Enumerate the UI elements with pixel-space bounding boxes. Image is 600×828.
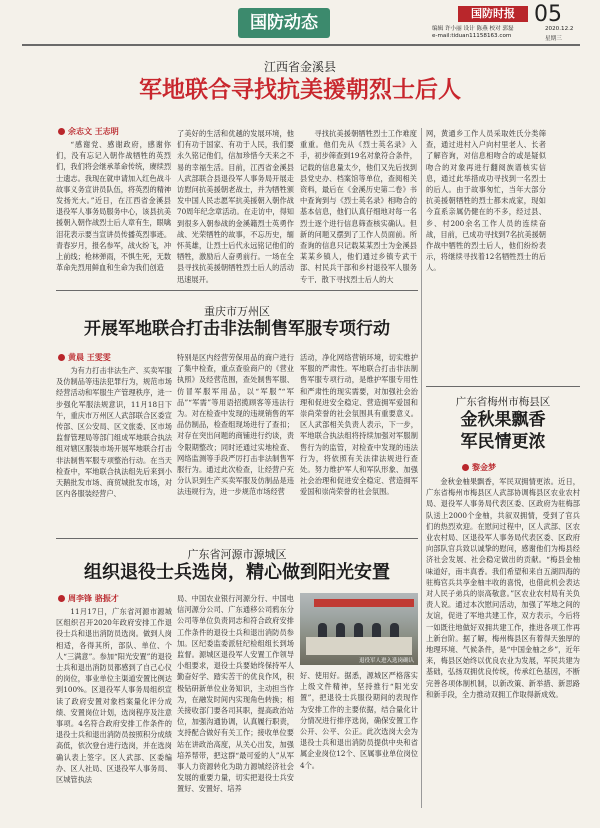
email-line: e-mail:tiduan11158163.com	[432, 33, 512, 39]
article1-col3-text: 寻找抗美援朝牺牲烈士工作难度重重。他们先从《烈士英名录》入手，初步筛查到19名对象符合条件，记载的信息量太少，他们又先后找到县党史办、档案馆等单位，查阅相关资料，最后在《金溪历史第二卷》书中查询到与《烈士英名录》相吻合的基本信息，他们认真仔细地对每一名烈士逐个进行信息筛查核实确认。但新的问题又摆到了工作人员面前。所查询的信息只记载某某烈士为金溪县某某乡镇人，他们通过乡镇专武干部、村民兵干部和乡村退役军人服务专干，散下寻找烈士后人的大	[300, 129, 417, 283]
article3-col3	[300, 670, 418, 812]
page-number: 05	[534, 2, 562, 27]
issue-weekday: 星期三	[545, 36, 562, 42]
article2-byline-text: 黄晨 王雯雯	[68, 353, 111, 362]
article4-byline-text: 黎金梦	[472, 463, 496, 472]
article3-byline	[58, 593, 119, 604]
article4-headline-line1: 金秋果飘香	[460, 410, 546, 430]
article3-col1-text: 11月17日，广东省河源市源城区组织召开2020年政府安排工作退役士兵和退出消防员选岗。做到人岗相适，各得其所，部队、单位、个人“三满意”。参加“阳光安置”的退役士兵和退出消防员都感到了自己心仪的岗位，事业单位主渠道安置比例达到100%。区退役军人事务局组织宣读了政府安置对象档案量化评分成绩、安置岗位计划，选岗程序及注意事项。4名符合政府安排工作条件的退役士兵和退出消防员按照积分成绩高低，依次登台进行选岗，并在选岗确认表上签字。区人武部、区委编办、区人社局、区退役军人事务局、区城管执法	[56, 607, 172, 785]
article1-byline	[58, 126, 119, 137]
byline-marker-icon	[462, 464, 469, 471]
article1-col1-text: “感谢党、感谢政府，感谢你们，没有忘记入朝作战牺牲的英烈们，我们将会继承革命传统，赓续烈士遗志。我现在就申请加入红色战斗故事义务宣讲员队伍，将英烈的精神发扬光大。”近日，在江西省金溪县退役军人事务局服务中心，该县抗美援朝入朝作战烈士后人章有生，眼噙泪花表示要当宣讲员传播英烈事迹。青春岁月，报名参军，战火纷飞，冲上前线；枪林弹雨，不惧生死，无数革命先烈用鲜血和生命为我们创造	[56, 140, 171, 273]
section-title: 国防动态	[250, 13, 318, 33]
article2-kicker: 重庆市万州区	[204, 305, 270, 318]
rule-a2-bottom	[56, 538, 418, 539]
byline-marker-icon	[58, 128, 65, 135]
article3-col2	[177, 593, 294, 812]
article1-headline: 军地联合寻找抗美援朝烈士后人	[139, 77, 461, 103]
article3-col3-text: 好、使用好。据悉，源城区严格落实上级文件精神，坚持推行“阳光安置”，把退役士兵服役期间的表现作为安排工作的主要依据，结合量化计分情况进行排序选岗，确保安置工作公开、公平、公正。此次选岗大会为退役士兵和退出消防员提供中央和省属企业岗位12个、区属事业单位岗位4个。	[300, 671, 418, 770]
article2-col3-text: 活动，净化网络营销环境，切实维护军服的严肃性。军地联合打击非法制售军服专项行动，是维护军服专用性和严肃性的现实需要，对加强社会治理和促进安全稳定、营造拥军爱国和崇尚荣誉的社会氛围具有重要意义。区人武部相关负责人表示，下一步，军地联合执法组将持续加强对军服制售行为的监管，对检查中发现的违法行为，将依照有关法律法规进行查处。努力维护军人和军队形象、加强社会治理和促进安全稳定、营造拥军爱国和崇尚荣誉的社会氛围。	[300, 353, 418, 497]
article4-body	[426, 476, 580, 810]
article1-col4-text: 网，黄通乡工作人员采取姓氏分类筛查，通过进村入户向村里老人、长者了解咨询，对信息相吻合的或是疑似吻合的对象再进行翻阅族谱核实信息，通过此举措成功寻找到一名烈士的后人。由于故事匆忙，当年大部分抗美援朝牺牲的烈士都未成家，现如今直系亲属仍健在的不多，经过县、乡、村200余名工作人员的连续奋战，目前，已成功寻找到7名抗美援朝作战中牺牲的烈士后人，他们纷纷表示，将继续寻找着12名牺牲烈士的后人。	[426, 129, 546, 273]
article2-headline: 开展军地联合打击非法制售军服专项行动	[84, 319, 390, 339]
article3-photo	[300, 593, 418, 665]
article1-col1	[56, 139, 171, 283]
article4-body-text: 金秋金柚果飘香，军民双拥情更浓。近日，广东省梅州市梅县区人武部协调梅县区农业农村局、退役军人事务局代表区委、区政府为驻梅部队送上2000个金柚，共叙双拥情，受到了官兵们的热烈欢迎。在慰问过程中，区人武部、区农业农村局、区退役军人事务局代表区委、区政府向部队官兵致以诚挚的慰问，感谢他们为梅县经济社会发展、社会稳定做出的贡献。“梅县金柚味道好，南丰真香。我们希望和来自五湖四海的驻梅官兵共享金柚丰收的喜悦，也借此机会表达对人民子弟兵的崇高敬意。”区农业农村局有关负责人说。通过本次慰问活动，加强了军地之间的友谊，促进了军地共建工作，双方表示，今后将一如既往地做好双拥共建工作，推进各项工作再上新台阶。据了解，梅州梅县区有着得天独厚的地理环境、气候条件，是“中国金柚之乡”，近年来，梅县区始终以优良农业为发展，军民共建为基础，弘扬双拥优良传统，传承红色基因，不断完善各项体制机制，以新改策、新举措、新思路和新手段，全力推动双拥工作取得新成效。	[426, 477, 580, 699]
article4-kicker: 广东省梅州市梅县区	[455, 396, 551, 408]
rule-a1-bottom	[56, 290, 418, 291]
photo-caption: 退役军人进入选岗确认	[358, 658, 414, 664]
article3-col2-text: 局、中国农业银行河源分行、中国电信河源分公司、广东通移公司鸦东分公司等单位负责同志和符合政府安排工作条件的退役士兵和退出消防员参加。区纪委监委派驻纪检组组长到场监督。源城区退役军人安置工作领导小组要求，退役士兵要始终保持军人勤奋好学、踏实苦干的优良作风，积极钻研新单位业务知识，主动担当作为，在融发时间内实现角色转换；相关接收部门要各司其职，提高政治站位，加强沟通协调，认真履行职责，支持配合做好有关工作；接收单位要站在讲政治高度，从关心出发，加强培养帮带，把这群“最可爱的人”从军事人力资源转化为助力源城经济社会发展的重要力量，切实把退役士兵安置好、安置好、培养	[177, 594, 294, 794]
article4-byline	[462, 462, 496, 473]
rule-a4-top	[426, 386, 580, 387]
article3-byline-text: 周李锋 骆振才	[68, 594, 119, 603]
article1-kicker: 江西省金溪县	[263, 60, 336, 74]
article4-headline-line2: 军民情更浓	[460, 432, 546, 452]
article1-col2-text: 了美好的生活和优越的发展环境，他们有功于国家、有功于人民，我们要永久铭记他们，信加珍惜今天来之不易的幸福生活。目前，江西省金溪县人武部联合县退役军人事务局开展走访慰问抗美援朝老战士，并为牺牲颁发中国人民志愿军抗美援朝入朝作战70周年纪念章活动。在走访中，得知到很多入朝参战的金溪籍烈士英勇作战、光荣牺牲的故事，不忘历史，缅怀英雄，让烈士后代永远铭记他们的牺牲，激励后人奋勇前行。一场在全县寻找抗美援朝牺牲烈士后人的活动迅速展开。	[177, 129, 294, 283]
rule-right-column	[421, 128, 422, 808]
article2-col3	[300, 352, 418, 531]
article2-col1-text: 为有力打击非法生产、买卖军服及仿制品等违法犯罪行为，规范市场经营活动和军服生产管理秩序，进一步强化军服法规意识，11月18日下午，重庆市万州区人武部联合区委宣传部、区公安局、区文旅委、区市场监督管理局等部门组成军地联合执法组对辖区服装市场开展军地联合打击非法制售军服专项整治行动。在当天检查中，军地联合执法组先后来到小天鹅批发市场、商贸城批发市场，对区内各服装经营户、	[56, 366, 172, 499]
photo-banner	[314, 599, 414, 607]
article3-kicker: 广东省河源市源城区	[187, 548, 287, 561]
header-rule	[22, 44, 580, 46]
article2-col2	[177, 352, 294, 531]
article1-col3	[300, 128, 417, 283]
article1-col4	[426, 128, 546, 382]
issue-date: 2020.12.2	[545, 26, 574, 32]
article2-byline	[58, 352, 111, 363]
photo-table	[306, 637, 412, 655]
byline-marker-icon	[58, 354, 65, 361]
byline-marker-icon	[58, 595, 65, 602]
article3-headline: 组织退役士兵选岗，精心做到阳光安置	[84, 562, 390, 583]
editors-line: 编辑 许小丽 设计 陈燕 校对 郭磊	[432, 26, 514, 32]
article3-col1	[56, 606, 172, 812]
article1-col2	[177, 128, 294, 283]
article2-col1	[56, 365, 172, 531]
article1-byline-text: 余志文 王志明	[68, 127, 119, 136]
article2-col2-text: 特别是区内经营劳保用品的商户进行了集中检查，重点查验商户的《营业执照》及经营范围，查处制售军服、仿冒军服军用品，以“军服”“军品”“军需”等用语招揽顾客等违法行为。对在检查中发现的违规销售的军品仿制品，检查组现场进行了查扣；对存在突出问题的商铺进行约谈，责令限期整改；同时还通过实地检查、网络监测等手段严厉打击非法制售军服行为。通过此次检查，让经营户充分认识到生产买卖军服及仿制品是违法违规行为，进一步规范市场经营	[177, 353, 294, 497]
paper-logo: 国防时报	[458, 6, 528, 22]
